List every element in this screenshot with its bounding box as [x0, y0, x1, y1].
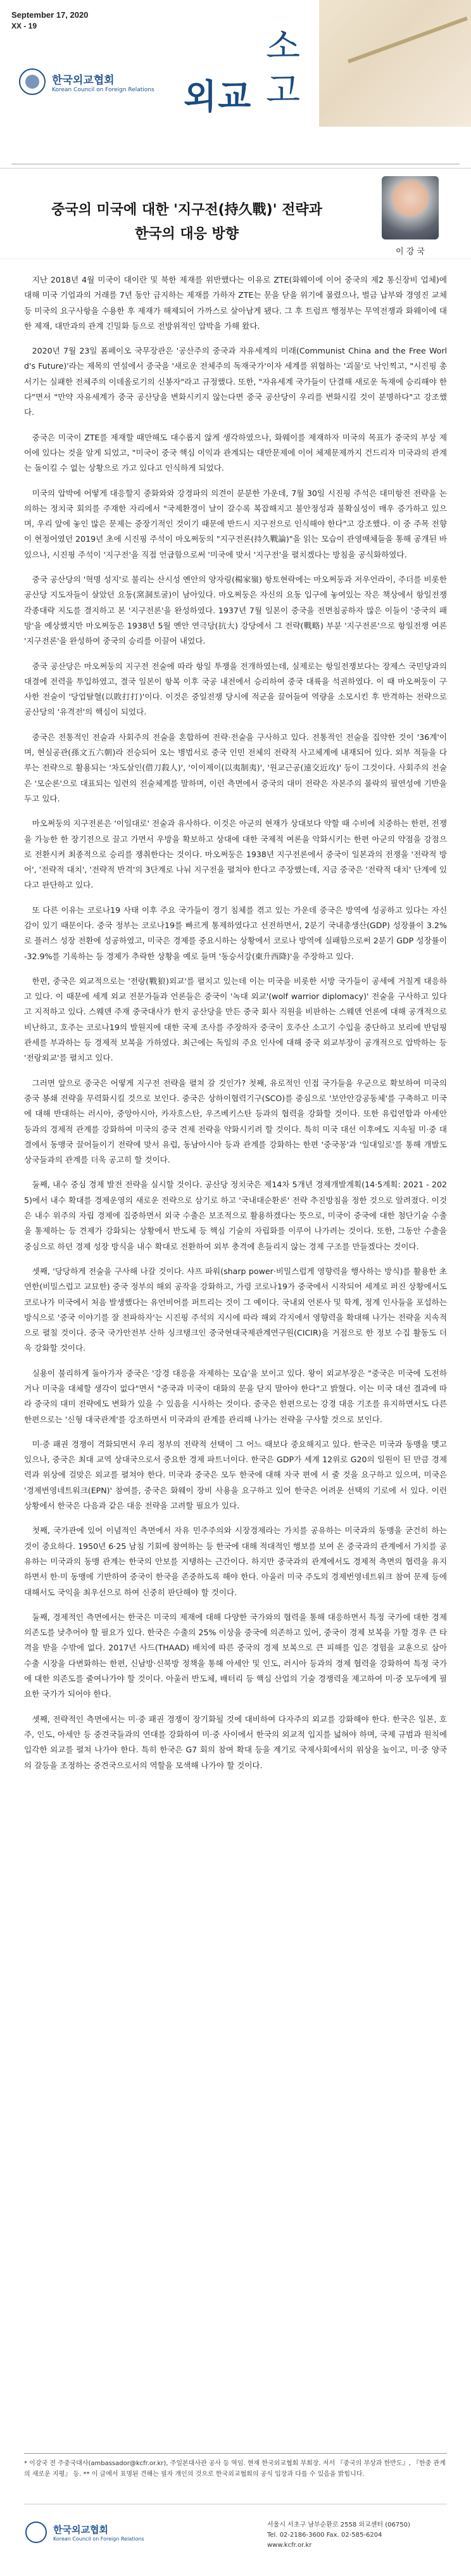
org-logo [19, 68, 154, 95]
article-paragraph: 미국의 압박에 어떻게 대응할지 중화와와 강경파의 의견이 분분한 가운데, 7월 30일 시진핑 주석은 대미항전 전략을 논의하는 정치국 회의를 주재한 자리에서 "국제환경이 날이 갈수록 복잡해지고 불안정성과 불확실성이 매우 증가하고 있으며, 우리 앞에 놓인 많은 문제는 중장기적인 것이기 때문에 반드시 지구전으로 인식해야 한다"고 강조했다. 이 중 주목 전향이 현정어였던 2019년 초에 시진핑 주석이 마오쩌둥의 "지구전론(持久戰論)"을 읽는 모습이 관영매체들을 통해 공개된 바 있으나, 시진핑 주석이 '지구전'을 직접 언급함으로써 '미국에 맞서 '지구전'을 펼치겠다는 방침을 공식화하였다. [24, 488, 447, 559]
brand-vertical-char-1: 소 [266, 26, 301, 67]
article-paragraph: 셋째, '당당하게 전술을 구사해 나갈 것이다. 샤프 파워(sharp power·비밀스럽게 영향력을 행사하는 방식)를 활용한 초연한(비밀스럽고 교묘한) 중국 정부의 해외 공작을 강화하고, 가령 코로나19가 중국에서 시작되어 세계로 퍼진 상황에서도 코로나가 미국에서 처음 발생했다는 유언비어를 퍼트리는 것이 그 예이다. 국내외 언론사 및 학계, 정계 인사들을 포섭하는 방식으로 '중국 이야기를 잘 전파하자'는 시진핑 주석의 지시에 따라 해외 각지에서 영향력을 확대해 나가는 전략을 지속적으로 펼칠 것이다. 중국 국가안전부 산하 싱크탱크인 중국현대국제관계연구원(CICIR)을 거점으로 한 정보 수집 활동도 더욱 강화할 것이다. [24, 1266, 447, 1353]
article-paragraph: 실용이 불리하게 돌아가자 중국은 '강경 대응을 자제하는 모습'을 보이고 있다. 왕이 외교부장은 "중국은 미국에 도전하거나 미국을 대체할 생각이 없다"면서 "중국과 미국이 대화의 문을 닫지 말아야 한다"고 밝혔다. 이는 미국 대선 결과에 따라 중국의 대미 전략에도 변화가 있을 수 있음을 시사하는 것이다. 중국은 한편으로는 강경 대응 기조를 유지하면서도 다른 한편으로는 '신형 대국관계'를 강조하면서 미국과의 관계를 관리해 나가는 전략을 구사할 것으로 보인다. [24, 1368, 447, 1424]
address-line: 서울시 서초구 남부순환로 2558 외교센터 (06750) [267, 2522, 410, 2528]
article-paragraph: 첫째, 국가관에 있어 이념적인 측면에서 자유 민주주의와 시장경제라는 가치를 공유하는 미국과의 동맹을 굳건히 하는 것이 중요하다. 1950년 6·25 남침 기회에 참여하는 등 한국에 대해 적대적인 행보를 보여 온 중국과의 관계에서 가치를 공유하는 미국과의 동맹 관계는 한국의 안보를 지탱하는 근간이다. 하지만 중국과의 관계에서도 경제적 측면의 협력을 유지하면서 한·미 동맹에 기반하여 중국이 한국을 존중하도록 해야 한다. 아울러 미국 주도의 경제번영네트워크 참여 문제 등에 대해서도 국익을 최우선으로 하여 신중히 판단해야 할 것이다. [24, 1526, 447, 1597]
org-subtitle: Korean Council on Foreign Relations [52, 86, 154, 93]
article-paragraph: 미·중 패권 경쟁이 격화되면서 우리 정부의 전략적 선택이 그 어느 때보다 중요해지고 있다. 한국은 미국과 동맹을 맺고 있으나, 중국은 최대 교역 상대국으로서 중요한 경제 파트너이다. 한국은 GDP가 세계 12위로 G20의 일원이 된 만큼 경제력과 위상에 걸맞은 외교를 펼쳐야 한다. 미국과 중국은 모두 한국에 대해 자국 편에 서 줄 것을 요구하고 있으며, 미국은 '경제번영네트워크(EPN)' 참여를, 중국은 화웨이 장비 사용을 요구하고 있어 한국은 어려운 선택의 기로에 서 있다. 이런 상황에서 한국은 다음과 같은 대응 전략을 고려할 필요가 있다. [24, 1439, 447, 1511]
article-paragraph: 마오쩌둥의 지구전론은 '이일대로' 전술과 유사하다. 이것은 아군의 현재가 상대보다 약할 때 수비에 치중하는 한편, 전쟁을 가능한 한 장기전으로 끌고 가면서 우방을 확보하고 상대에 대한 국제적 여론을 악화시키는 한편 아군의 약점을 강점으로 전환시켜 최종적으로 승리를 쟁취한다는 것이다. 마오쩌둥은 1938년 지구전론에서 중국이 일본과의 전쟁을 '전략적 방어', '전략적 대치', '전략적 반격'의 3단계로 나눠 지구전을 펼쳐야 한다고 주장했는데, 지금 중국은 '전략적 대치' 단계에 있다고 판단하고 있다. [24, 819, 447, 890]
footnote-divider [24, 2453, 447, 2454]
brand-title [184, 26, 301, 118]
article-paragraph: 둘째, 내수 중심 경제 발전 전략을 실시할 것이다. 공산당 정치국은 제14차 5개년 경제개발계획(14·5계획: 2021 - 2025)에서 내수 확대를 경제운영의 새로운 전략으로 삼기로 하고 '국내대순환론' 전략 추진방침을 정한 것으로 알려졌다. 이것은 내수 위주의 자립 경제에 집중하면서 외국 수출은 보조적으로 활용하겠다는 뜻으로, 미국이 중국에 대한 첨단기술 수출을 통제하는 등 견제가 강화되는 상황에서 반도체 등 핵심 기술의 자립화를 이루어 나가려는 것이다. 또한, 그동안 수출을 중심으로 하던 경제 성장 방식을 내수 확대로 전환하여 외부 충격에 흔들리지 않는 경제 구조를 만들겠다는 것이다. [24, 1180, 447, 1251]
brand-vertical-char-2: 고 [266, 70, 301, 112]
article-paragraph: 중국은 미국이 ZTE를 제재할 때만해도 대수롭지 않게 생각하였으나, 화웨이를 제재하자 미국의 목표가 중국의 부상 제어에 있다는 것을 알게 되었고, "미국이 중국 핵심 이익과 관계되는 대만문제에 이어 체제문제까지 건드리자 미국과의 관계는 돌이킬 수 없는 상황으로 가고 있다고 인식하게 되었다. [24, 432, 447, 473]
article-paragraph: 지난 2018년 4월 미국이 대이란 및 북한 제재를 위반했다는 이유로 ZTE(화웨이에 이어 중국의 제2 통신장비 업체)에 대해 미국 기업과의 거래를 7년 동안 금지하는 제재를 가하자 ZTE는 문을 닫을 위기에 몰렸으나, 벌금 납부와 경영진 교체 등 미국의 요구사항을 수용한 후 제재가 해제되어 가까스로 살아남게 됐다. 그 후 트럼프 행정부는 무역전쟁과 화웨이에 대한 제재, 대만과의 관계 긴밀화 등으로 전방위적인 압박을 가해 왔다. [24, 275, 447, 331]
article-title-line2: 한국의 대응 방향 [134, 226, 239, 242]
article-paragraph: 둘째, 경제적인 측면에서는 한국은 미국의 제재에 대해 다양한 국가와의 협력을 통해 대응하면서 특정 국가에 대한 경제 의존도를 낮추어야 할 필요가 있다. 한국은 수출의 25% 이상을 중국에 의존하고 있어, 중국이 경제 보복을 가할 경우 큰 타격을 받을 수밖에 없다. 2017년 사드(THAAD) 배치에 따른 중국의 경제 보복으로 큰 피해를 입은 경험을 교훈으로 삼아 수출 시장을 다변화하는 한편, 신남방·신북방 정책을 통해 아세안 및 인도, 러시아 등과의 경제 협력을 강화하여 특정 국가에 대한 의존도를 줄여나가야 할 것이다. 아울러 반도체, 배터리 등 핵심 산업의 기술 경쟁력을 제고하여 미·중 모두에게 필요한 국가가 되어야 한다. [24, 1612, 447, 1699]
footer-logo [25, 2522, 144, 2543]
org-name: 한국외교협회 [52, 73, 115, 87]
article-paragraph: 그러면 앞으로 중국은 어떻게 지구전 전략을 펼쳐 갈 것인가? 첫째, 유로적인 인접 국가들을 우군으로 확보하여 미국의 중국 봉쇄 전략을 무력화시킬 것으로 보인다. 중국은 상하이협력기구(SCO)를 중심으로 '보안안강공동체'를 구축하고 미국에 대해 반대하는 러시아, 중앙아시아, 카자흐스탄, 우즈베키스탄 등과의 협력을 강화할 것이다. 또한 유럽연합과 아세안 등과의 경제적 관계를 강화하여 미국의 중국 견제 전략을 약화시키려 할 것이다. 특히 미국 대선 이후에도 지속될 미·중 대결에서 동맹국 끌어들이기 전략에 맞서 유럽, 동남아시아 등과 관계를 강화하는 한편 '중국몽'과 '일대일로'를 통해 개발도상국들과의 관계를 더욱 공고히 할 것이다. [24, 1078, 447, 1165]
footnote: * 이강국 전 주중국대사(ambassador@kcfr.or.kr), 주일본대사관 공사 등 역임. 현재 한국외교협회 부회장. 저서 『중국의 부상과 한반도』, 『한중 관계의 새로운 지평』 등. ** 이 글에서 표명된 견해는 필자 개인의 것으로 한국외교협회의 공식 입장과 다를 수 있음을 밝힙니다. [24, 2460, 446, 2478]
footer-seal-icon [25, 2522, 47, 2543]
header-divider [11, 163, 460, 165]
author-name: 이 강 국 [396, 247, 425, 257]
title-area [0, 169, 471, 259]
footer-org-name: 한국외교협회 [53, 2524, 108, 2535]
article-paragraph: 중국 공산당은 마오쩌둥의 지구전 전술에 따라 항일 투쟁을 전개하였는데, 실제로는 항일전쟁보다는 장제스 국민당과의 대결에 전력을 투입하였고, 결국 일본이 항복 이후 국공 내전에서 승리하여 중국 대륙을 석권하였다. 이 때 마오쩌둥이 구사한 전술이 '당업탈혈(以敗打打)'이다. 이것은 중일전쟁 당시에 적군을 끌어들여 역량을 소모시킨 후 반격하는 전략으로 공산당의 '유격전'의 핵심이 되었다. [24, 661, 447, 717]
article-paragraph: 한편, 중국은 외교적으로는 '전랑(戰狼)외교'를 펼치고 있는데 이는 미국을 비롯한 서방 국가들이 공세에 거칠게 대응하고 있다. 이 때문에 세계 외교 전문가들과 언론들은 중국이 '녹대 외교'(wolf warrior diplomacy)' 전술을 구사하고 있다고 지적하고 있다. 스웨덴 주재 중국대사가 한지 공산당을 만든 중국 회사 직원을 비판하는 스웨덴 언론에 대해 공개적으로 비난하고, 호주는 코로나19의 발원지에 대한 국제 조사를 주장하자 중국이 호주산 소고기 수입을 중단하고 보리에 반덤핑 관세를 부과하는 등 경제적 보복을 가하였다. 최근에는 독일의 주요 인사에 대해 중국 외교부장이 공개적으로 압박하는 등 '전랑외교'를 펼치고 있다. [24, 976, 447, 1063]
brand-vertical-calligraphy [260, 20, 317, 128]
header-photo [319, 0, 471, 127]
website-link[interactable]: www.kcfr.or.kr [267, 2542, 312, 2549]
issue-number: XX - 19 [11, 22, 37, 30]
newsletter-header [0, 0, 471, 169]
pen-graphic [348, 16, 468, 63]
footer-org-subtitle: Korean Council on Foreign Relations [53, 2536, 144, 2542]
article-body [24, 272, 447, 1783]
article-paragraph: 2020년 7월 23일 폼페이오 국무장관은 '공산주의 중국과 자유세계의 미래(Communist China and the Free World's Future)'라는 제목의 연설에서 중국을 '새로운 전체주의 독재국가'이자 세계를 위협하는 '괴물'로 낙인찍고, "시진핑 총서기는 실패한 전체주의 이데올로기의 신봉자"라고 규정했다. 또한, "자유세계 국가들이 단결해 새로운 독재에 승리해야 한다"면서 "만약 자유세계가 중국 공산당을 변화시키지 않는다면 중국 공산당이 우리를 변화시킬 것이 분명하다"고 강조했다. [24, 346, 447, 418]
author-photo [382, 176, 439, 239]
footer-address [267, 2520, 410, 2551]
article-paragraph: 중국 공산당의 '혁명 성지'로 불리는 산시성 옌안의 양자링(楊家嶺) 항토현락에는 마오쩌둥과 저우언라이, 주더를 비롯한 공산당 지도자들이 살았던 요동(窯洞토굴)이 남아있다. 마오쩌둥은 자신의 요동 입구에 놓여있는 작은 책상에서 항일전쟁 각종대략 지도를 결지하고 본 '지구전론'을 완성하였다. 1937년 7월 일본이 중국을 전면침공하자 많은 이들이 '중국의 패망'을 예상했지만 마오쩌둥은 1938년 5월 옌안 연극당(抗大) 강당에서 그 전략(戰略) 부분 '지구전론'으로 항일전쟁 여론 '지구전론'을 완성하여 중국의 승리를 이끌어 내었다. [24, 575, 447, 646]
org-seal-icon [19, 68, 46, 95]
issue-date: September 17, 2020 [11, 10, 89, 20]
brand-main: 외교 [184, 77, 253, 117]
contact-line: Tel. 02-2186-3600 Fax. 02-585-6204 [267, 2532, 382, 2539]
article-paragraph: 셋째, 전략적인 측면에서는 미·중 패권 경쟁이 장기화될 것에 대비하여 다자주의 외교를 강화해야 한다. 한국은 일본, 호주, 인도, 아세안 등 중견국들과의 연대를 강화하여 미·중 사이에서 한국의 외교적 입지를 넓혀야 하며, 국제 규범과 원칙에 입각한 외교를 펼쳐 나가야 한다. 특히 한국은 G7 회의 참여 확대 등을 계기로 국제사회에서의 위상을 높이고, 미·중 양국의 갈등을 조정하는 중견국으로서의 역할을 모색해 나가야 할 것이다. [24, 1714, 447, 1770]
article-paragraph: 또 다른 이유는 코로나19 사태 이후 주요 국가들이 경기 침체를 겪고 있는 가운데 중국은 방역에 성공하고 있다는 자신감이 있기 때문이다. 중국 정부는 코로나19를 빠르게 통제하였다고 선전하면서, 2분기 국내총생산(GDP) 성장률이 3.2%로 플러스 성장 전환에 성공하였고, 미국은 경제를 중요시하는 상황에서 코로나 방역에 실패함으로써 2분기 GDP 성장률이 -32.9%를 기록하는 등 경제가 추락한 상황을 예로 들며 '동승서강(東升西降)'을 주장하고 있다. [24, 905, 447, 961]
article-paragraph: 중국은 전통적인 전술과 사회주의 전술을 혼합하여 전략·전술을 구사하고 있다. 전통적인 전술을 집약한 것이 '36계'이며, 현실공관(孫文五六朝)라 전승되어 오는 병법서로 중국 인민 전체의 전략적 사고체계에 내재되어 있다. 외부 적들을 다루는 전략으로 활용되는 '차도살인(借刀殺人)', '이이제이(以夷制夷)', '원교근공(遠交近攻)' 등이 그것이다. 사회주의 전술은 '모순론'으로 대표되는 일련의 전술체계를 말하며, 이런 측면에서 중국의 대미 전략은 자본주의 몰락의 필연성에 기반을 두고 있다. [24, 732, 447, 803]
article-title-line1: 중국의 미국에 대한 '지구전(持久戰)' 전략과 [51, 202, 322, 218]
